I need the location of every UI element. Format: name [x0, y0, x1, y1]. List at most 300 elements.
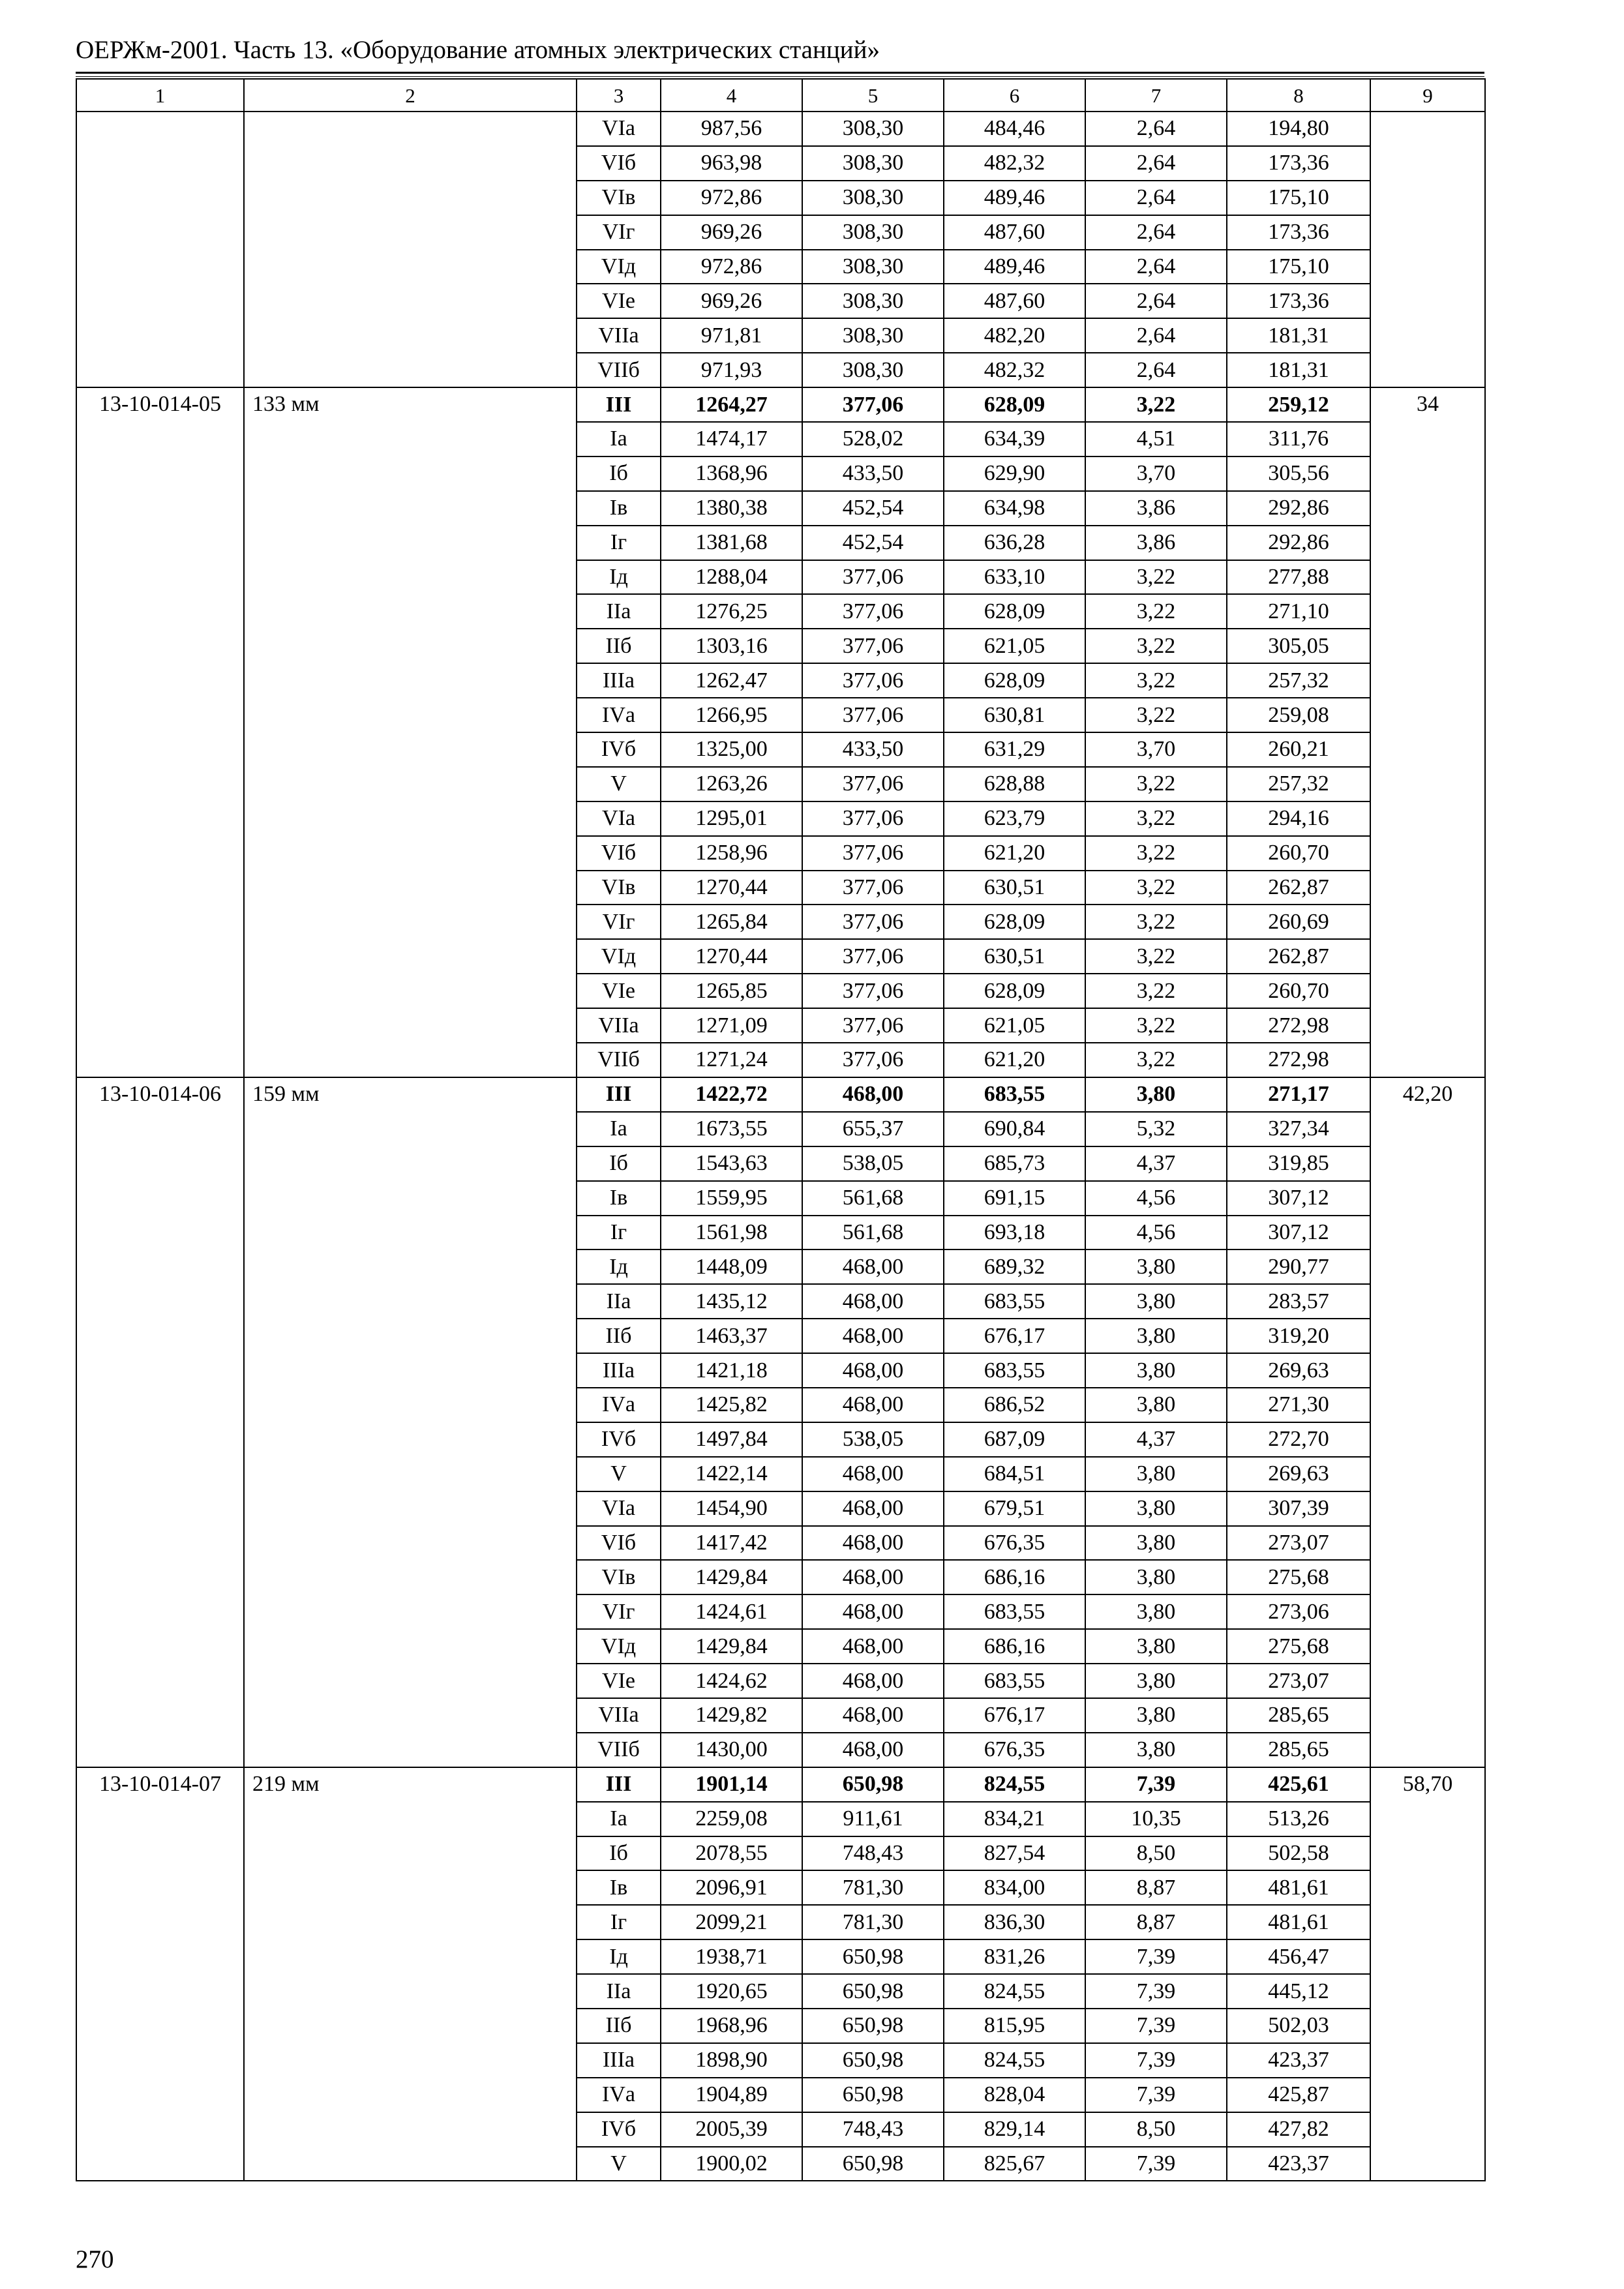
value-cell: 824,55 — [944, 1974, 1085, 2009]
value-cell: 1288,04 — [661, 560, 802, 595]
value-cell: 2078,55 — [661, 1836, 802, 1871]
section-cell: IVа — [577, 1388, 661, 1422]
value-cell: 621,20 — [944, 836, 1085, 871]
value-cell: 628,09 — [944, 663, 1085, 698]
value-cell: 630,51 — [944, 939, 1085, 974]
value-cell: 3,22 — [1085, 1008, 1227, 1043]
value-cell: 3,22 — [1085, 939, 1227, 974]
value-cell: 1417,42 — [661, 1526, 802, 1561]
value-cell: 2,64 — [1085, 318, 1227, 353]
value-cell: 3,80 — [1085, 1491, 1227, 1526]
value-cell: 456,47 — [1227, 1939, 1370, 1974]
value-cell: 8,87 — [1085, 1870, 1227, 1905]
value-cell: 257,32 — [1227, 663, 1370, 698]
section-cell: V — [577, 1457, 661, 1491]
section-cell: IIб — [577, 2009, 661, 2043]
value-cell: 275,68 — [1227, 1560, 1370, 1594]
value-cell: 3,70 — [1085, 456, 1227, 491]
value-cell: 693,18 — [944, 1216, 1085, 1250]
value-cell: 285,65 — [1227, 1698, 1370, 1733]
value-cell: 259,08 — [1227, 698, 1370, 732]
column-header: 7 — [1085, 79, 1227, 112]
code-cell: 13-10-014-07 — [76, 1767, 244, 2181]
value-cell: 3,80 — [1085, 1560, 1227, 1594]
value-cell: 283,57 — [1227, 1284, 1370, 1319]
value-cell: 468,00 — [802, 1560, 944, 1594]
column-number-row — [76, 79, 1485, 112]
value-cell: 679,51 — [944, 1491, 1085, 1526]
value-cell: 8,50 — [1085, 1836, 1227, 1871]
name-cell: 159 мм — [244, 1077, 577, 1767]
section-cell: VIIа — [577, 1008, 661, 1043]
value-cell: 175,10 — [1227, 250, 1370, 284]
value-cell: 513,26 — [1227, 1802, 1370, 1836]
section-cell: Iб — [577, 1836, 661, 1871]
value-cell: 3,80 — [1085, 1388, 1227, 1422]
section-cell: IIIа — [577, 2043, 661, 2078]
value-cell: 377,06 — [802, 387, 944, 422]
value-cell: 377,06 — [802, 871, 944, 905]
value-cell: 1424,62 — [661, 1664, 802, 1698]
value-cell: 307,12 — [1227, 1181, 1370, 1216]
value-cell: 273,07 — [1227, 1664, 1370, 1698]
code-cell: 13-10-014-05 — [76, 387, 244, 1077]
section-cell: VIд — [577, 939, 661, 974]
value-cell: 427,82 — [1227, 2112, 1370, 2147]
section-cell: Iв — [577, 1870, 661, 1905]
value-cell: 1266,95 — [661, 698, 802, 732]
name-cell: 219 мм — [244, 1767, 577, 2181]
value-cell: 538,05 — [802, 1146, 944, 1181]
value-cell: 3,22 — [1085, 801, 1227, 836]
column-header: 4 — [661, 79, 802, 112]
value-cell: 173,36 — [1227, 284, 1370, 318]
value-cell: 1262,47 — [661, 663, 802, 698]
value-cell: 650,98 — [802, 1939, 944, 1974]
value-cell: 308,30 — [802, 112, 944, 146]
value-cell: 10,35 — [1085, 1802, 1227, 1836]
value-cell: 468,00 — [802, 1388, 944, 1422]
value-cell: 305,56 — [1227, 456, 1370, 491]
section-cell: IVа — [577, 698, 661, 732]
value-cell: 262,87 — [1227, 871, 1370, 905]
value-cell: 272,98 — [1227, 1043, 1370, 1077]
value-cell: 290,77 — [1227, 1249, 1370, 1284]
value-cell: 650,98 — [802, 1767, 944, 1802]
value-cell: 2,64 — [1085, 146, 1227, 181]
value-cell: 781,30 — [802, 1905, 944, 1939]
section-cell: VIа — [577, 112, 661, 146]
value-cell: 683,55 — [944, 1284, 1085, 1319]
value-cell: 1271,09 — [661, 1008, 802, 1043]
value-cell: 272,98 — [1227, 1008, 1370, 1043]
value-cell: 481,61 — [1227, 1905, 1370, 1939]
value-cell: 3,80 — [1085, 1249, 1227, 1284]
value-cell: 1380,38 — [661, 491, 802, 526]
section-cell: VIб — [577, 146, 661, 181]
value-cell: 686,52 — [944, 1388, 1085, 1422]
value-cell: 748,43 — [802, 1836, 944, 1871]
section-cell: IIб — [577, 629, 661, 663]
value-cell: 3,80 — [1085, 1733, 1227, 1767]
value-cell: 468,00 — [802, 1698, 944, 1733]
value-cell: 815,95 — [944, 2009, 1085, 2043]
value-cell: 308,30 — [802, 146, 944, 181]
value-cell: 7,39 — [1085, 1767, 1227, 1802]
section-cell: VIг — [577, 905, 661, 939]
value-cell: 3,70 — [1085, 732, 1227, 767]
value-cell: 3,80 — [1085, 1319, 1227, 1353]
value-cell: 7,39 — [1085, 2078, 1227, 2112]
column-header: 1 — [76, 79, 244, 112]
page-number: 270 — [76, 2245, 114, 2273]
value-cell: 482,32 — [944, 353, 1085, 387]
value-cell: 676,35 — [944, 1526, 1085, 1561]
value-cell: 1270,44 — [661, 871, 802, 905]
value-cell: 2005,39 — [661, 2112, 802, 2147]
value-cell: 3,80 — [1085, 1698, 1227, 1733]
section-cell: IVб — [577, 732, 661, 767]
value-cell: 1448,09 — [661, 1249, 802, 1284]
value-cell: 277,88 — [1227, 560, 1370, 595]
value-cell: 781,30 — [802, 1870, 944, 1905]
value-cell: 377,06 — [802, 974, 944, 1008]
value-cell: 377,06 — [802, 698, 944, 732]
section-cell: Iа — [577, 422, 661, 456]
value-cell: 621,20 — [944, 1043, 1085, 1077]
value-cell: 1421,18 — [661, 1353, 802, 1388]
value-cell: 468,00 — [802, 1077, 944, 1112]
value-cell: 308,30 — [802, 181, 944, 215]
value-cell: 468,00 — [802, 1664, 944, 1698]
section-cell: VIд — [577, 250, 661, 284]
value-cell: 377,06 — [802, 905, 944, 939]
section-cell: Iд — [577, 1939, 661, 1974]
value-cell: 687,09 — [944, 1422, 1085, 1457]
value-cell: 5,32 — [1085, 1112, 1227, 1146]
section-cell: VIе — [577, 1664, 661, 1698]
value-cell: 1429,82 — [661, 1698, 802, 1733]
value-cell: 3,22 — [1085, 974, 1227, 1008]
value-cell: 3,22 — [1085, 767, 1227, 801]
mass-cell: 58,70 — [1370, 1767, 1485, 2181]
value-cell: 3,22 — [1085, 836, 1227, 871]
name-cell: 133 мм — [244, 387, 577, 1077]
value-cell: 377,06 — [802, 594, 944, 629]
value-cell: 676,17 — [944, 1319, 1085, 1353]
value-cell: 676,35 — [944, 1733, 1085, 1767]
value-cell: 633,10 — [944, 560, 1085, 595]
section-cell: VIIа — [577, 318, 661, 353]
value-cell: 3,22 — [1085, 1043, 1227, 1077]
value-cell: 307,12 — [1227, 1216, 1370, 1250]
section-cell: IIа — [577, 1974, 661, 2009]
value-cell: 628,09 — [944, 905, 1085, 939]
value-cell: 628,09 — [944, 387, 1085, 422]
value-cell: 285,65 — [1227, 1733, 1370, 1767]
value-cell: 272,70 — [1227, 1422, 1370, 1457]
section-cell: IVб — [577, 2112, 661, 2147]
value-cell: 689,32 — [944, 1249, 1085, 1284]
value-cell: 1429,84 — [661, 1560, 802, 1594]
value-cell: 1435,12 — [661, 1284, 802, 1319]
section-cell: VIе — [577, 284, 661, 318]
section-cell: IIIа — [577, 663, 661, 698]
mass-cell — [1370, 112, 1485, 387]
value-cell: 294,16 — [1227, 801, 1370, 836]
value-cell: 1271,24 — [661, 1043, 802, 1077]
column-header: 9 — [1370, 79, 1485, 112]
section-cell: VIе — [577, 974, 661, 1008]
value-cell: 834,00 — [944, 1870, 1085, 1905]
value-cell: 194,80 — [1227, 112, 1370, 146]
value-cell: 1263,26 — [661, 767, 802, 801]
section-cell: VIд — [577, 1629, 661, 1664]
value-cell: 468,00 — [802, 1249, 944, 1284]
section-cell: VIа — [577, 1491, 661, 1526]
section-cell: V — [577, 767, 661, 801]
value-cell: 489,46 — [944, 250, 1085, 284]
value-cell: 377,06 — [802, 836, 944, 871]
value-cell: 173,36 — [1227, 146, 1370, 181]
section-cell: Iд — [577, 560, 661, 595]
column-header: 3 — [577, 79, 661, 112]
value-cell: 1270,44 — [661, 939, 802, 974]
value-cell: 308,30 — [802, 284, 944, 318]
value-cell: 3,22 — [1085, 905, 1227, 939]
document-header: ОЕРЖм-2001. Часть 13. «Оборудование атомных электрических станций» — [76, 36, 880, 64]
value-cell: 1543,63 — [661, 1146, 802, 1181]
value-cell: 4,56 — [1085, 1181, 1227, 1216]
value-cell: 831,26 — [944, 1939, 1085, 1974]
value-cell: 319,20 — [1227, 1319, 1370, 1353]
value-cell: 969,26 — [661, 284, 802, 318]
value-cell: 175,10 — [1227, 181, 1370, 215]
section-cell: IIа — [577, 594, 661, 629]
value-cell: 650,98 — [802, 2043, 944, 2078]
value-cell: 2,64 — [1085, 250, 1227, 284]
value-cell: 4,56 — [1085, 1216, 1227, 1250]
value-cell: 621,05 — [944, 629, 1085, 663]
section-cell: VIв — [577, 871, 661, 905]
column-header: 6 — [944, 79, 1085, 112]
value-cell: 292,86 — [1227, 491, 1370, 526]
value-cell: 3,86 — [1085, 526, 1227, 560]
section-cell: VIг — [577, 215, 661, 250]
value-cell: 1474,17 — [661, 422, 802, 456]
value-cell: 636,28 — [944, 526, 1085, 560]
value-cell: 825,67 — [944, 2147, 1085, 2181]
section-cell: Iг — [577, 526, 661, 560]
value-cell: 650,98 — [802, 2009, 944, 2043]
value-cell: 686,16 — [944, 1629, 1085, 1664]
value-cell: 1258,96 — [661, 836, 802, 871]
value-cell: 3,80 — [1085, 1594, 1227, 1629]
section-cell: IIб — [577, 1319, 661, 1353]
value-cell: 1368,96 — [661, 456, 802, 491]
value-cell: 911,61 — [802, 1802, 944, 1836]
value-cell: 1904,89 — [661, 2078, 802, 2112]
value-cell: 1265,84 — [661, 905, 802, 939]
value-cell: 260,69 — [1227, 905, 1370, 939]
value-cell: 7,39 — [1085, 1939, 1227, 1974]
value-cell: 972,86 — [661, 181, 802, 215]
value-cell: 433,50 — [802, 732, 944, 767]
value-cell: 489,46 — [944, 181, 1085, 215]
section-cell: IIIа — [577, 1353, 661, 1388]
value-cell: 630,81 — [944, 698, 1085, 732]
value-cell: 377,06 — [802, 801, 944, 836]
section-cell: Iд — [577, 1249, 661, 1284]
value-cell: 468,00 — [802, 1353, 944, 1388]
value-cell: 271,10 — [1227, 594, 1370, 629]
value-cell: 972,86 — [661, 250, 802, 284]
section-cell: III — [577, 1767, 661, 1802]
value-cell: 683,55 — [944, 1353, 1085, 1388]
value-cell: 425,87 — [1227, 2078, 1370, 2112]
value-cell: 748,43 — [802, 2112, 944, 2147]
value-cell: 3,22 — [1085, 663, 1227, 698]
value-cell: 1901,14 — [661, 1767, 802, 1802]
value-cell: 423,37 — [1227, 2147, 1370, 2181]
value-cell: 7,39 — [1085, 2147, 1227, 2181]
value-cell: 650,98 — [802, 2078, 944, 2112]
value-cell: 468,00 — [802, 1594, 944, 1629]
value-cell: 1454,90 — [661, 1491, 802, 1526]
table-row — [76, 387, 1485, 422]
value-cell: 1898,90 — [661, 2043, 802, 2078]
value-cell: 468,00 — [802, 1491, 944, 1526]
value-cell: 683,55 — [944, 1077, 1085, 1112]
column-header: 5 — [802, 79, 944, 112]
value-cell: 377,06 — [802, 939, 944, 974]
value-cell: 685,73 — [944, 1146, 1085, 1181]
value-cell: 377,06 — [802, 629, 944, 663]
value-cell: 4,37 — [1085, 1422, 1227, 1457]
value-cell: 1900,02 — [661, 2147, 802, 2181]
value-cell: 3,80 — [1085, 1353, 1227, 1388]
value-cell: 181,31 — [1227, 318, 1370, 353]
value-cell: 3,22 — [1085, 871, 1227, 905]
value-cell: 538,05 — [802, 1422, 944, 1457]
value-cell: 487,60 — [944, 284, 1085, 318]
value-cell: 634,98 — [944, 491, 1085, 526]
value-cell: 260,21 — [1227, 732, 1370, 767]
value-cell: 260,70 — [1227, 974, 1370, 1008]
section-cell: VIIб — [577, 1043, 661, 1077]
value-cell: 7,39 — [1085, 2009, 1227, 2043]
section-cell: Iб — [577, 1146, 661, 1181]
value-cell: 2096,91 — [661, 1870, 802, 1905]
value-cell: 308,30 — [802, 353, 944, 387]
value-cell: 1920,65 — [661, 1974, 802, 2009]
value-cell: 319,85 — [1227, 1146, 1370, 1181]
section-cell: V — [577, 2147, 661, 2181]
value-cell: 2,64 — [1085, 181, 1227, 215]
value-cell: 827,54 — [944, 1836, 1085, 1871]
value-cell: 630,51 — [944, 871, 1085, 905]
value-cell: 1938,71 — [661, 1939, 802, 1974]
value-cell: 690,84 — [944, 1112, 1085, 1146]
value-cell: 1968,96 — [661, 2009, 802, 2043]
price-table — [76, 78, 1486, 2181]
value-cell: 655,37 — [802, 1112, 944, 1146]
header-rule-thin — [76, 76, 1484, 77]
value-cell: 561,68 — [802, 1216, 944, 1250]
value-cell: 824,55 — [944, 1767, 1085, 1802]
code-cell — [76, 112, 244, 387]
value-cell: 1265,85 — [661, 974, 802, 1008]
value-cell: 262,87 — [1227, 939, 1370, 974]
value-cell: 452,54 — [802, 491, 944, 526]
value-cell: 305,05 — [1227, 629, 1370, 663]
value-cell: 1381,68 — [661, 526, 802, 560]
value-cell: 1561,98 — [661, 1216, 802, 1250]
value-cell: 327,34 — [1227, 1112, 1370, 1146]
value-cell: 377,06 — [802, 560, 944, 595]
section-cell: VIа — [577, 801, 661, 836]
value-cell: 377,06 — [802, 767, 944, 801]
table-row — [76, 1767, 1485, 1802]
value-cell: 971,93 — [661, 353, 802, 387]
value-cell: 377,06 — [802, 663, 944, 698]
value-cell: 4,37 — [1085, 1146, 1227, 1181]
value-cell: 829,14 — [944, 2112, 1085, 2147]
table-body — [76, 112, 1485, 2181]
value-cell: 824,55 — [944, 2043, 1085, 2078]
mass-cell: 34 — [1370, 387, 1485, 1077]
value-cell: 683,55 — [944, 1664, 1085, 1698]
value-cell: 2099,21 — [661, 1905, 802, 1939]
value-cell: 650,98 — [802, 2147, 944, 2181]
value-cell: 308,30 — [802, 215, 944, 250]
section-cell: Iв — [577, 491, 661, 526]
section-cell: III — [577, 387, 661, 422]
value-cell: 691,15 — [944, 1181, 1085, 1216]
value-cell: 834,21 — [944, 1802, 1085, 1836]
value-cell: 487,60 — [944, 215, 1085, 250]
value-cell: 3,80 — [1085, 1629, 1227, 1664]
value-cell: 7,39 — [1085, 1974, 1227, 2009]
value-cell: 971,81 — [661, 318, 802, 353]
value-cell: 292,86 — [1227, 526, 1370, 560]
value-cell: 271,30 — [1227, 1388, 1370, 1422]
value-cell: 307,39 — [1227, 1491, 1370, 1526]
value-cell: 482,20 — [944, 318, 1085, 353]
value-cell: 631,29 — [944, 732, 1085, 767]
value-cell: 987,56 — [661, 112, 802, 146]
value-cell: 257,32 — [1227, 767, 1370, 801]
value-cell: 1303,16 — [661, 629, 802, 663]
value-cell: 3,80 — [1085, 1526, 1227, 1561]
value-cell: 3,22 — [1085, 594, 1227, 629]
value-cell: 425,61 — [1227, 1767, 1370, 1802]
value-cell: 273,07 — [1227, 1526, 1370, 1561]
section-cell: VIIб — [577, 1733, 661, 1767]
value-cell: 377,06 — [802, 1043, 944, 1077]
value-cell: 528,02 — [802, 422, 944, 456]
value-cell: 3,22 — [1085, 387, 1227, 422]
section-cell: VIIа — [577, 1698, 661, 1733]
value-cell: 1422,72 — [661, 1077, 802, 1112]
value-cell: 561,68 — [802, 1181, 944, 1216]
value-cell: 2,64 — [1085, 284, 1227, 318]
value-cell: 2,64 — [1085, 215, 1227, 250]
value-cell: 628,09 — [944, 974, 1085, 1008]
value-cell: 650,98 — [802, 1974, 944, 2009]
value-cell: 468,00 — [802, 1319, 944, 1353]
table-row — [76, 112, 1485, 146]
